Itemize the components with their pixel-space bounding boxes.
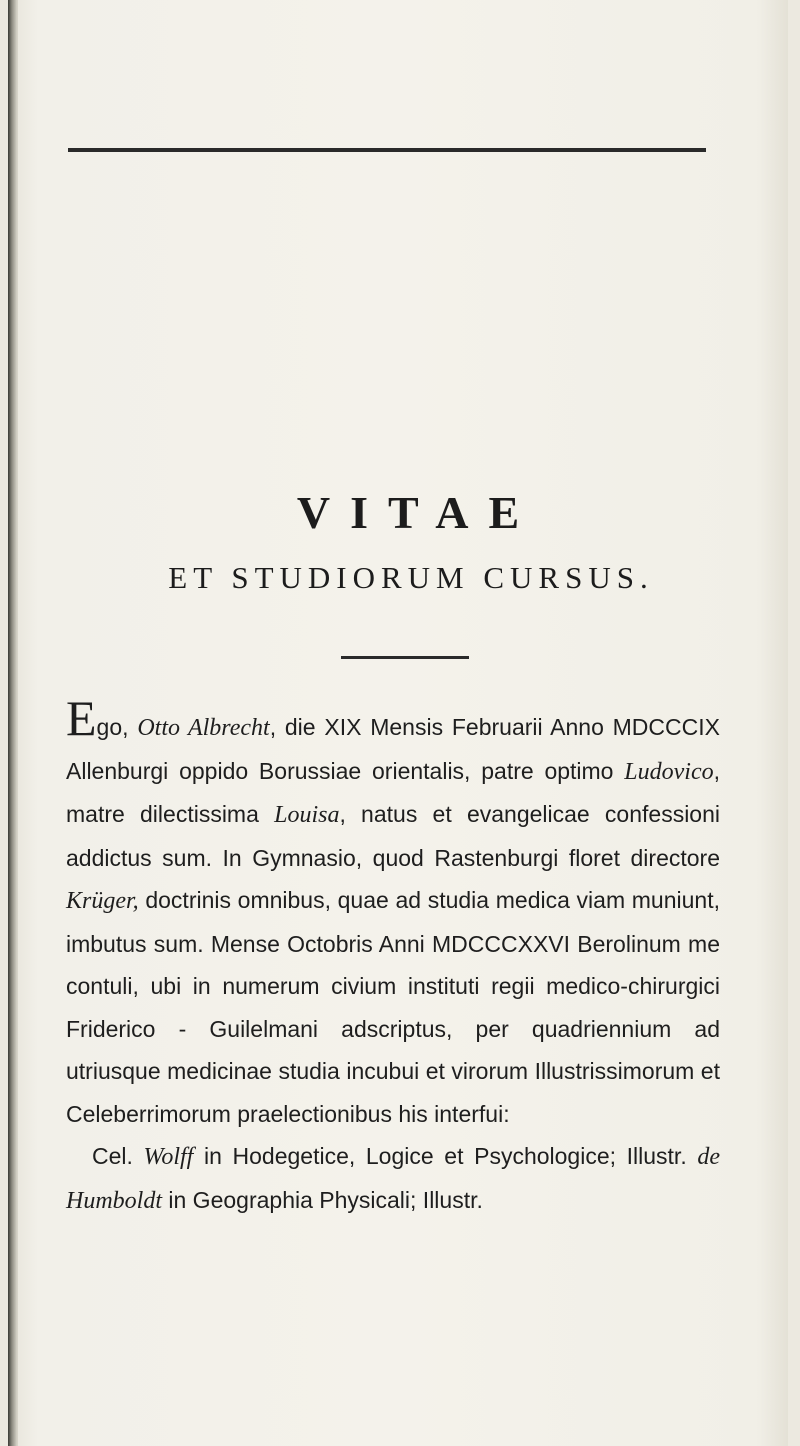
book-page <box>8 0 788 1446</box>
author-name: Otto Albrecht <box>137 715 270 741</box>
teacher-humboldt: de Humboldt <box>66 1144 721 1214</box>
paragraph-2: Cel. Wolff in Hodegetice, Logice et Psychologice; Illustr. de Humboldt in Geographia Physicali; Illustr. <box>66 1143 721 1214</box>
director-name: Krüger, <box>66 888 139 914</box>
separator-rule <box>341 656 469 659</box>
teacher-wolff: Wolff <box>143 1144 194 1170</box>
section-subtitle: ET STUDIORUM CURSUS. <box>168 560 654 595</box>
paragraph-1: Ego, Otto Albrecht, die XIX Mensis Februarii Anno MDCCCIX Allenburgi oppido Borussiae orientalis, patre optimo Ludovico, matre dilectissima Louisa, natus et evangelicae confessioni addictus sum. In Gymnasio, quod Rastenburgi floret directore Krüger, doctrinis omnibus, quae ad studia medica viam muniunt, imbutus sum. Mense Octobris Anni MDCCCXXVI Berolinum me contuli, ubi in numerum civium instituti regii medico-chirurgici Friderico - Guilelmani adscriptus, per quadriennium ad utriusque medicinae studia incubui et virorum Illustrissimorum et Celeberrimorum praelectionibus his interfui: <box>66 690 720 1127</box>
page-binding-edge <box>8 0 18 1446</box>
body-text <box>66 690 721 1222</box>
top-rule <box>68 148 706 152</box>
father-name: Ludovico <box>624 758 714 785</box>
section-title: VITAE <box>296 487 540 538</box>
drop-cap: E <box>66 690 97 746</box>
mother-name: Louisa <box>274 802 340 828</box>
